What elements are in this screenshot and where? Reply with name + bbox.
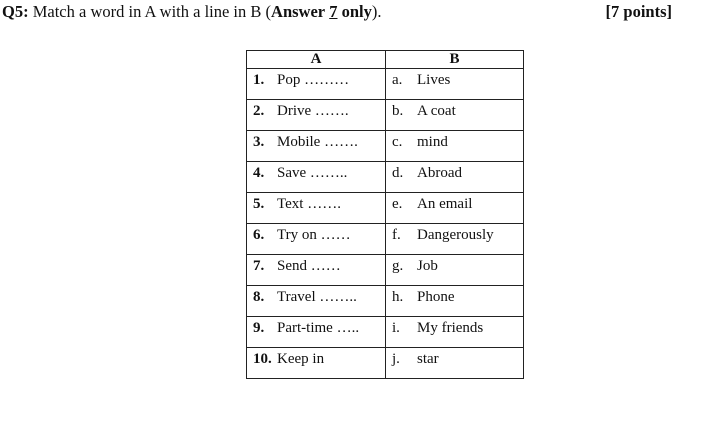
item-word: Text ……. — [277, 196, 341, 212]
line-cell — [386, 69, 524, 100]
item-letter: j. — [392, 351, 400, 367]
item-letter: d. — [392, 165, 404, 181]
item-number: 9. — [253, 320, 265, 336]
answer-word: Answer — [271, 2, 326, 21]
item-number: 1. — [253, 72, 265, 88]
item-letter: h. — [392, 289, 404, 305]
item-word: Travel …….. — [277, 289, 357, 305]
table-row — [247, 193, 524, 224]
table-row — [247, 131, 524, 162]
item-word: Save …….. — [277, 165, 348, 181]
line-cell — [386, 100, 524, 131]
item-line: mind — [417, 134, 448, 150]
item-line: star — [417, 351, 439, 367]
item-letter: b. — [392, 103, 404, 119]
item-letter: c. — [392, 134, 403, 150]
item-word: Keep in — [277, 351, 325, 367]
item-number: 3. — [253, 134, 265, 150]
item-letter: g. — [392, 258, 404, 274]
item-letter: a. — [392, 72, 403, 88]
word-cell — [247, 317, 386, 348]
item-number: 5. — [253, 196, 265, 212]
question-closing: ). — [371, 2, 382, 21]
word-cell — [247, 69, 386, 100]
item-letter: e. — [392, 196, 403, 212]
table-row — [247, 224, 524, 255]
line-cell — [386, 317, 524, 348]
item-word: Drive ……. — [277, 103, 349, 119]
table-row — [247, 100, 524, 131]
item-word: Mobile ……. — [277, 134, 358, 150]
table-header-row — [247, 51, 524, 69]
word-cell — [247, 224, 386, 255]
line-cell — [386, 224, 524, 255]
question-text: Match a word in A with a line in B ( — [32, 2, 272, 21]
item-word: Part-time ….. — [277, 320, 360, 336]
table-row — [247, 255, 524, 286]
matching-table — [246, 50, 524, 379]
table-row — [247, 286, 524, 317]
item-number: 10. — [253, 351, 272, 367]
item-letter: i. — [392, 320, 400, 336]
word-cell — [247, 193, 386, 224]
item-line: Phone — [417, 289, 455, 305]
points-label: [7 points] — [605, 2, 672, 21]
item-line: Abroad — [417, 165, 462, 181]
item-word: Pop ……… — [277, 72, 350, 88]
item-number: 4. — [253, 165, 265, 181]
line-cell — [386, 348, 524, 379]
item-line: My friends — [417, 320, 484, 336]
question-label: Q5: — [2, 2, 29, 21]
word-cell — [247, 131, 386, 162]
item-number: 6. — [253, 227, 265, 243]
table-row — [247, 348, 524, 379]
line-cell — [386, 193, 524, 224]
line-cell — [386, 162, 524, 193]
answer-count: 7 — [329, 2, 338, 21]
column-b-header: B — [386, 51, 524, 69]
item-letter: f. — [392, 227, 401, 243]
column-a-header: A — [247, 51, 386, 69]
word-cell — [247, 100, 386, 131]
item-line: Job — [417, 258, 438, 274]
item-word: Try on …… — [277, 227, 351, 243]
table-row — [247, 162, 524, 193]
table-row — [247, 317, 524, 348]
line-cell — [386, 255, 524, 286]
item-number: 7. — [253, 258, 265, 274]
word-cell — [247, 255, 386, 286]
item-number: 2. — [253, 103, 265, 119]
word-cell — [247, 286, 386, 317]
table-row — [247, 69, 524, 100]
word-cell — [247, 162, 386, 193]
item-line: Lives — [417, 72, 451, 88]
item-word: Send …… — [277, 258, 341, 274]
item-line: An email — [417, 196, 473, 212]
line-cell — [386, 131, 524, 162]
word-cell — [247, 348, 386, 379]
answer-suffix: only — [341, 2, 372, 21]
item-line: A coat — [417, 103, 456, 119]
item-number: 8. — [253, 289, 265, 305]
line-cell — [386, 286, 524, 317]
item-line: Dangerously — [417, 227, 494, 243]
question-instruction — [2, 2, 382, 22]
